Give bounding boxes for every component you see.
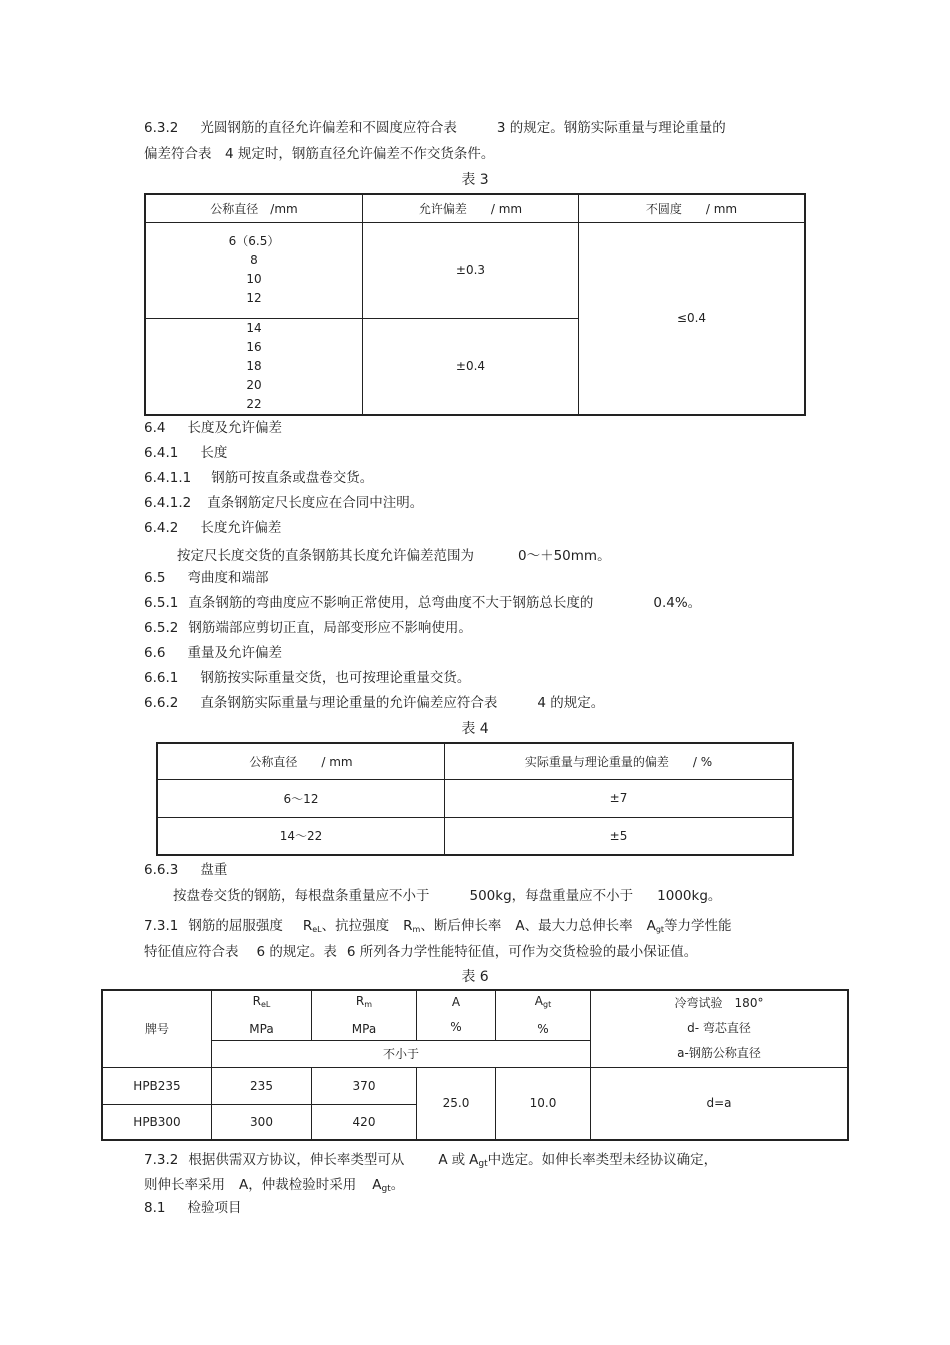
table-3 <box>144 193 806 416</box>
section-number: 6.4.1.1 <box>144 470 192 486</box>
table6-header-agt <box>496 990 591 1040</box>
symbol-r: R <box>403 918 413 934</box>
section-6-6-3-body <box>173 886 721 906</box>
body-text: 钢筋的屈服强度 <box>188 918 283 934</box>
table3-diameter: 6（6.5） <box>228 234 280 248</box>
symbol-a: A <box>451 995 461 1010</box>
body-text: 6 所列各力学性能特征值，可作为交货检验的最小保证值。 <box>346 944 698 960</box>
table-row <box>157 779 793 817</box>
section-number: 8.1 <box>144 1200 166 1216</box>
table3-diameter: 16 <box>246 339 262 354</box>
table4-caption: 表 4 <box>461 721 489 737</box>
table3-caption: 表 3 <box>461 172 489 188</box>
table3-header-roundness: 不圆度 / mm <box>579 194 806 222</box>
section-7-3-1-line2 <box>144 942 697 962</box>
section-title: 长度及允许偏差 <box>187 420 282 436</box>
section-title: 盘重 <box>200 862 228 878</box>
table3-diameter: 18 <box>246 358 262 373</box>
table4-cell: 14～22 <box>157 817 445 855</box>
table-row <box>102 1067 848 1104</box>
table6-rel: 235 <box>212 1067 312 1104</box>
table6-header-bend <box>591 990 849 1067</box>
section-number: 6.6.1 <box>144 670 179 686</box>
table3-diameter: 12 <box>246 291 262 305</box>
para-632-text-b: 3 的规定。钢筋实际重量与理论重量的 <box>496 120 726 136</box>
section-6-5-2 <box>144 618 472 638</box>
table6-rm: 370 <box>312 1067 417 1104</box>
unit-label: % <box>537 1021 549 1036</box>
table3-group2-tolerance: ±0.4 <box>363 318 579 415</box>
symbol-r: R <box>302 918 313 934</box>
section-text: 0.4%。 <box>653 595 702 611</box>
body-text: 500kg，每盘重量应不小于 <box>469 888 634 904</box>
section-8-1 <box>144 1198 241 1218</box>
symbol-a: A <box>372 1177 382 1193</box>
table-6 <box>101 989 849 1141</box>
section-6-4-2-body <box>177 546 611 566</box>
section-7-3-2-line2 <box>144 1175 404 1199</box>
subscript: eL <box>312 925 322 934</box>
section-number: 6.6 <box>144 645 166 661</box>
subscript: gt <box>381 1184 391 1194</box>
body-text: 、断后伸长率 <box>420 918 502 934</box>
symbol-r: R <box>355 993 365 1008</box>
table6-bend-value: d=a <box>591 1067 849 1140</box>
table6-caption: 表 6 <box>461 969 489 985</box>
section-number: 6.5 <box>144 570 166 586</box>
table4-header-diameter: 公称直径 / mm <box>157 743 445 779</box>
table6-header-a <box>417 990 496 1040</box>
section-6-5 <box>144 568 268 588</box>
body-text: ，仲裁检验时采用 <box>248 1177 357 1193</box>
section-title: 长度 <box>200 445 228 461</box>
section-number: 6.4.2 <box>144 520 179 536</box>
subscript: m <box>364 999 373 1009</box>
body-text: 。 <box>390 1177 405 1193</box>
symbol-a: A <box>469 1152 479 1168</box>
body-text: 按盘卷交货的钢筋，每根盘条重量应不小于 <box>173 888 430 904</box>
unit-label: MPa <box>351 1021 377 1036</box>
symbol-a: A <box>534 993 543 1008</box>
table6-header-grade: 牌号 <box>102 990 212 1067</box>
table4-cell: 6～12 <box>157 779 445 817</box>
section-number: 6.5.1 <box>144 595 179 611</box>
section-6-6 <box>144 643 282 663</box>
bend-a-label: a-钢筋公称直径 <box>677 1046 761 1061</box>
body-text: 1000kg。 <box>657 888 722 904</box>
table6-header-rel <box>212 990 312 1040</box>
section-7-3-2-line1 <box>144 1150 717 1174</box>
section-text: 直条钢筋的弯曲度应不影响正常使用，总弯曲度不大于钢筋总长度的 <box>188 595 594 611</box>
table3-roundness: ≤0.4 <box>579 222 806 415</box>
body-text: 则伸长率采用 <box>144 1177 225 1193</box>
section-number: 6.4.1 <box>144 445 179 461</box>
bend-d-label: d- 弯芯直径 <box>687 1021 751 1036</box>
table6-rel: 300 <box>212 1104 312 1140</box>
body-text: 、抗拉强度 <box>321 918 390 934</box>
section-title: 钢筋按实际重量交货，也可按理论重量交货。 <box>200 670 471 686</box>
subscript: eL <box>260 999 271 1009</box>
body-text: 或 <box>451 1152 466 1168</box>
table3-group2-diameters <box>145 318 363 415</box>
bend-title: 冷弯试验 180° <box>674 996 764 1011</box>
table3-diameter: 8 <box>250 253 258 267</box>
section-number: 6.4.1.2 <box>144 495 192 511</box>
table3-diameter: 22 <box>246 396 262 411</box>
table3-diameter: 20 <box>246 377 262 392</box>
section-7-3-1-line1 <box>144 916 732 940</box>
table3-diameter: 14 <box>246 320 262 335</box>
section-6-4-2 <box>144 518 281 538</box>
section-number: 7.3.2 <box>144 1152 179 1168</box>
symbol-a: A <box>515 918 525 934</box>
section-6-6-2 <box>144 693 604 713</box>
section-number: 6.4 <box>144 420 166 436</box>
unit-label: MPa <box>249 1021 274 1036</box>
section-number: 6.6.3 <box>144 862 179 878</box>
table-row <box>157 817 793 855</box>
section-text: 4 的规定。 <box>537 695 605 711</box>
table6-grade: HPB300 <box>102 1104 212 1140</box>
subscript: gt <box>478 1159 488 1169</box>
unit-label: % <box>450 1020 462 1035</box>
section-number: 6.5.2 <box>144 620 179 636</box>
para-632-number: 6.3.2 <box>144 120 179 136</box>
table3-header-tolerance: 允许偏差 / mm <box>363 194 579 222</box>
section-6-5-1 <box>144 593 701 613</box>
para-632-line1 <box>144 118 726 138</box>
body-text: 特征值应符合表 <box>144 944 239 960</box>
section-6-6-3 <box>144 860 227 880</box>
table3-group1-diameters <box>145 222 363 318</box>
body-text: 0～＋50mm。 <box>518 548 611 564</box>
symbol-a: A <box>438 1152 448 1168</box>
para-632-text-a: 光圆钢筋的直径允许偏差和不圆度应符合表 <box>200 120 457 136</box>
body-text: 、最大力总伸长率 <box>524 918 633 934</box>
symbol-a: A <box>646 918 656 934</box>
table3-diameter: 10 <box>246 272 262 286</box>
para-632-line2: 偏差符合表 4 规定时，钢筋直径允许偏差不作交货条件。 <box>144 146 495 162</box>
section-title: 重量及允许偏差 <box>187 645 282 661</box>
section-6-4-1 <box>144 443 227 463</box>
section-6-6-1 <box>144 668 470 688</box>
subscript: gt <box>543 999 552 1009</box>
section-title: 钢筋可按直条或盘卷交货。 <box>211 470 374 486</box>
table-4 <box>156 742 794 856</box>
table6-header-rm <box>312 990 417 1040</box>
section-title: 长度允许偏差 <box>200 520 282 536</box>
body-text: 按定尺长度交货的直条钢筋其长度允许偏差范围为 <box>177 548 474 564</box>
subscript: gt <box>655 925 665 934</box>
section-6-4-1-2 <box>144 493 423 513</box>
body-text: 中选定。如伸长率类型未经协议确定， <box>487 1152 718 1168</box>
symbol-a: A <box>239 1177 249 1193</box>
section-6-4 <box>144 418 282 438</box>
table6-a-value: 25.0 <box>417 1067 496 1140</box>
table4-header-deviation: 实际重量与理论重量的偏差 / % <box>445 743 794 779</box>
table6-grade: HPB235 <box>102 1067 212 1104</box>
section-number: 6.6.2 <box>144 695 179 711</box>
table6-not-less-than: 不小于 <box>212 1040 591 1067</box>
subscript: m <box>412 925 421 934</box>
section-title: 弯曲度和端部 <box>187 570 269 586</box>
table3-header-diameter: 公称直径 /mm <box>145 194 363 222</box>
body-text: 根据供需双方协议，伸长率类型可从 <box>188 1152 405 1168</box>
table6-agt-value: 10.0 <box>496 1067 591 1140</box>
section-title: 钢筋端部应剪切正直，局部变形应不影响使用。 <box>188 620 472 636</box>
table3-group1-tolerance: ±0.3 <box>363 222 579 318</box>
section-number: 7.3.1 <box>144 918 179 934</box>
section-title: 直条钢筋定尺长度应在合同中注明。 <box>207 495 424 511</box>
table4-cell: ±5 <box>445 817 794 855</box>
section-6-4-1-1 <box>144 468 373 488</box>
section-text: 直条钢筋实际重量与理论重量的允许偏差应符合表 <box>200 695 498 711</box>
symbol-r: R <box>252 993 261 1008</box>
body-text: 等力学性能 <box>664 918 732 934</box>
section-title: 检验项目 <box>187 1200 242 1216</box>
table6-rm: 420 <box>312 1104 417 1140</box>
body-text: 6 的规定。表 <box>256 944 337 960</box>
table4-cell: ±7 <box>445 779 794 817</box>
